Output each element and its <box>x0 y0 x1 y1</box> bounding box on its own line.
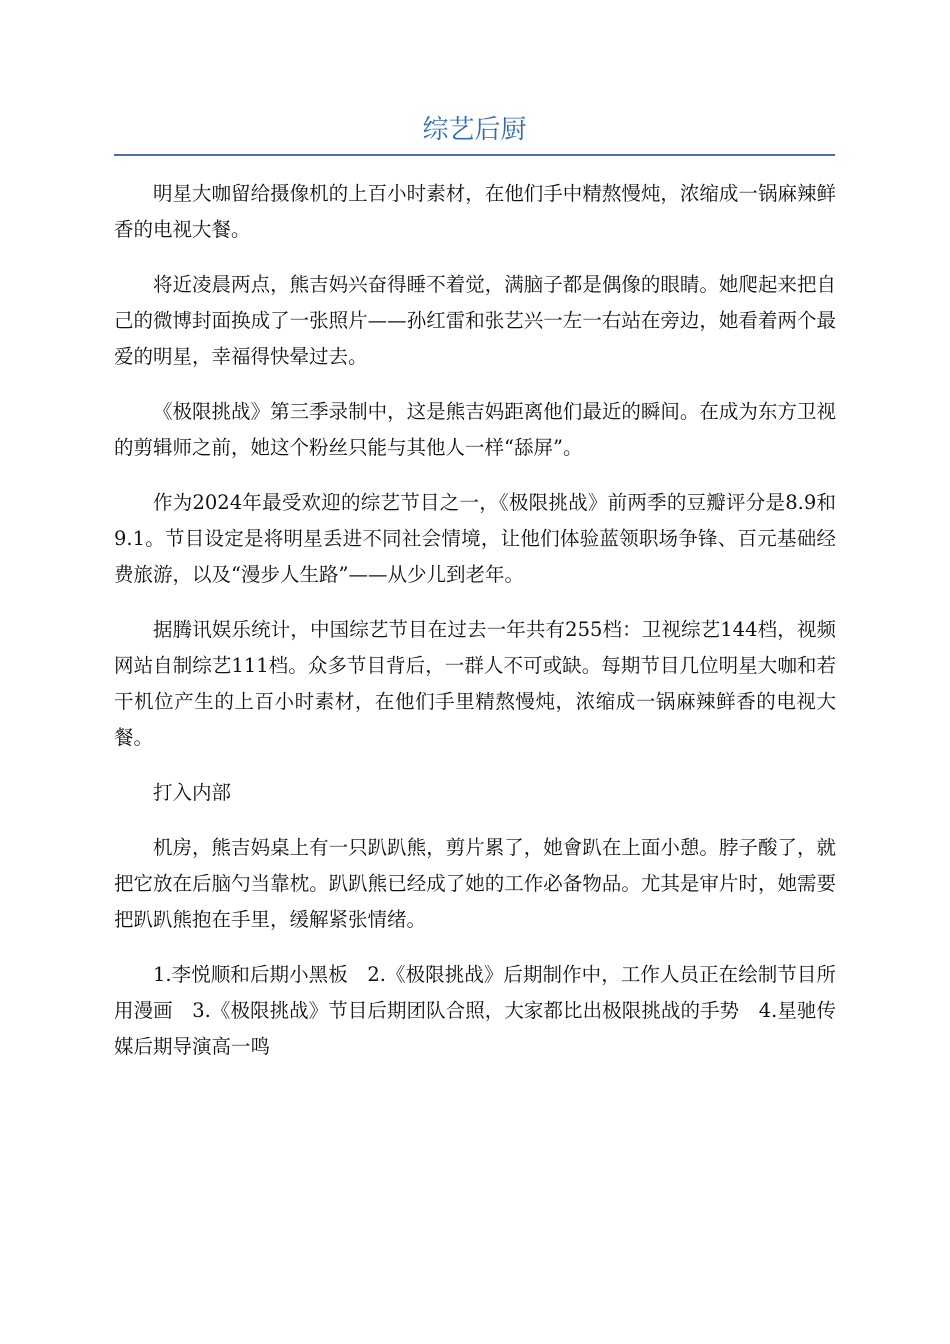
paragraph-fan-story: 将近凌晨两点，熊吉妈兴奋得睡不着觉，满脑子都是偶像的眼睛。她爬起来把自己的微博封面换成了一张照片——孙红雷和张艺兴一左一右站在旁边，她看着两个最爱的明星，幸福得快晕过去。 <box>114 273 836 368</box>
paragraph-recording: 《极限挑战》第三季录制中，这是熊吉妈距离他们最近的瞬间。在成为东方卫视的剪辑师之前，她这个粉丝只能与其他人一样“舔屏”。 <box>114 400 836 459</box>
paragraph-editing-room: 机房，熊吉妈桌上有一只趴趴熊，剪片累了，她會趴在上面小憩。脖子酸了，就把它放在后脑勺当靠枕。趴趴熊已经成了她的工作必备物品。尤其是审片时，她需要把趴趴熊抱在手里，缓解紧张情绪。 <box>114 836 836 931</box>
title-block <box>114 108 835 156</box>
paragraph-statistics: 据腾讯娱乐统计，中国综艺节目在过去一年共有255档：卫视综艺144档，视频网站自制综艺111档。众多节目背后，一群人不可或缺。每期节目几位明星大咖和若干机位产生的上百小时素材，在他们手里精熬慢炖，浓缩成一锅麻辣鲜香的电视大餐。 <box>114 618 836 749</box>
paragraph-show-ratings: 作为2024年最受欢迎的综艺节目之一，《极限挑战》前两季的豆瓣评分是8.9和9.1。节目设定是将明星丢进不同社会情境，让他们体验蓝领职场争锋、百元基础经费旅游，以及“漫步人生路”——从少儿到老年。 <box>114 491 836 586</box>
document-title: 综艺后厨 <box>422 115 527 145</box>
paragraph-photo-captions: 1.李悦顺和后期小黑板 2.《极限挑战》后期制作中，工作人员正在绘制节目所用漫画 3.《极限挑战》节目后期团队合照，大家都比出极限挑战的手势 4.星驰传媒后期导演高一鸣 <box>114 963 836 1058</box>
section-heading: 打入内部 <box>153 781 232 804</box>
document-body <box>114 176 836 1084</box>
paragraph-intro: 明星大咖留给摄像机的上百小时素材，在他们手中精熬慢炖，浓缩成一锅麻辣鲜香的电视大餐。 <box>114 182 836 241</box>
